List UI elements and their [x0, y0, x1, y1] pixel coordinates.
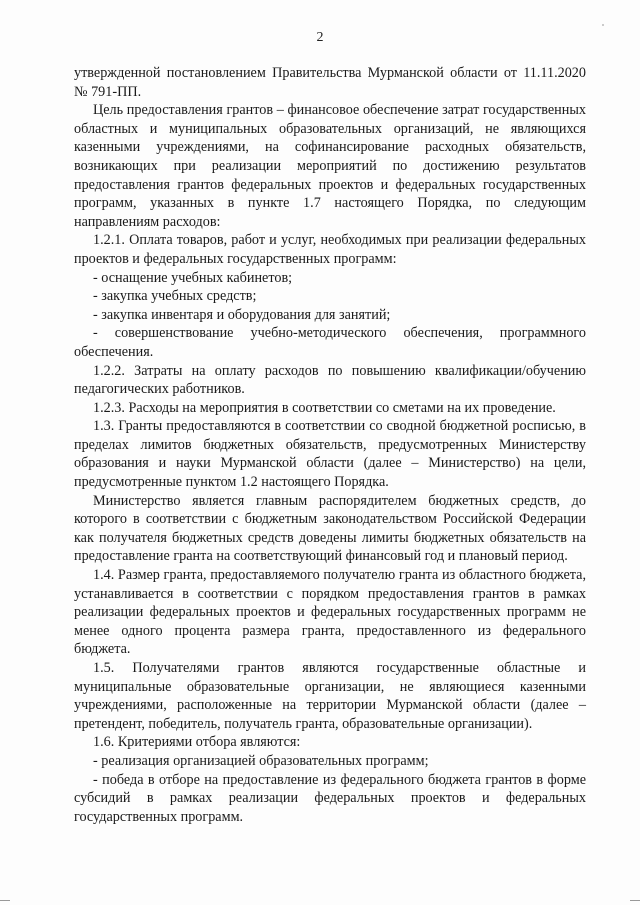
paragraph-1-2-3: 1.2.3. Расходы на мероприятия в соответствии со сметами на их проведение.	[93, 399, 556, 416]
paragraph-1-5: 1.5. Получателями грантов являются государственные областные и муниципальные образовательные организации, не являющиеся казенными учреждениями, расположенные на территории Мурманской области (далее – претендент, победитель, получатель гранта, образовательные организации).	[74, 660, 586, 732]
paragraph-ministry: Министерство является главным распорядителем бюджетных средств, до которого в соответствии с бюджетным законодательством Российской Федерации как получателя бюджетных средств доведены лимиты бюджетных обязательств на предоставление гранта на соответствующий финансовый год и плановый период.	[74, 492, 586, 565]
paragraph-1-3: 1.3. Гранты предоставляются в соответствии со сводной бюджетной росписью, в пределах лимитов бюджетных обязательств, предусмотренных Министерству образования и науки Мурманской области (далее – Министерство) на цели, предусмотренные пунктом 1.2 настоящего Порядка.	[74, 418, 586, 491]
list-item: - совершенствование учебно-методического обеспечения, программного обеспечения.	[74, 325, 586, 360]
list-item: - оснащение учебных кабинетов;	[93, 269, 293, 286]
page-number: 2	[316, 30, 324, 45]
scan-speck	[602, 24, 604, 26]
paragraph-grant-purpose: Цель предоставления грантов – финансовое обеспечение затрат государственных областных и муниципальных образовательных организаций, не являющихся казенными учреждениями, на софинансирование расходных обязательств, возникающих при реализации мероприятий по достижению результатов предоставления грантов федеральных проектов и федеральных государственных программ, указанных в пункте 1.7 настоящего Порядка, по следующим направлениям расходов:	[74, 102, 586, 230]
paragraph-1-4: 1.4. Размер гранта, предоставляемого получателю гранта из областного бюджета, устанавливается в соответствии с порядком предоставления грантов в рамках реализации федеральных проектов и федеральных государственных программ не менее одного процента размера гранта, предоставленного из федерального бюджета.	[74, 567, 586, 658]
list-item: - закупка инвентаря и оборудования для занятий;	[93, 306, 391, 323]
scan-edge-mark	[630, 900, 640, 901]
list-item: - победа в отборе на предоставление из федерального бюджета грантов в форме субсидий в рамках реализации федеральных проектов и федеральных государственных программ.	[74, 771, 586, 825]
scan-edge-mark	[0, 900, 10, 901]
paragraph-1-2-1: 1.2.1. Оплата товаров, работ и услуг, необходимых при реализации федеральных проектов и федеральных государственных программ:	[74, 232, 586, 267]
list-item: - реализация организацией образовательных программ;	[93, 752, 429, 769]
document-body	[74, 64, 586, 826]
paragraph-continuation: утвержденной постановлением Правительства Мурманской области от 11.11.2020 № 791-ПП.	[74, 65, 586, 100]
list-item: - закупка учебных средств;	[93, 288, 257, 305]
paragraph-1-6: 1.6. Критериями отбора являются:	[93, 734, 301, 751]
paragraph-1-2-2: 1.2.2. Затраты на оплату расходов по повышению квалификации/обучению педагогических работников.	[74, 362, 586, 398]
